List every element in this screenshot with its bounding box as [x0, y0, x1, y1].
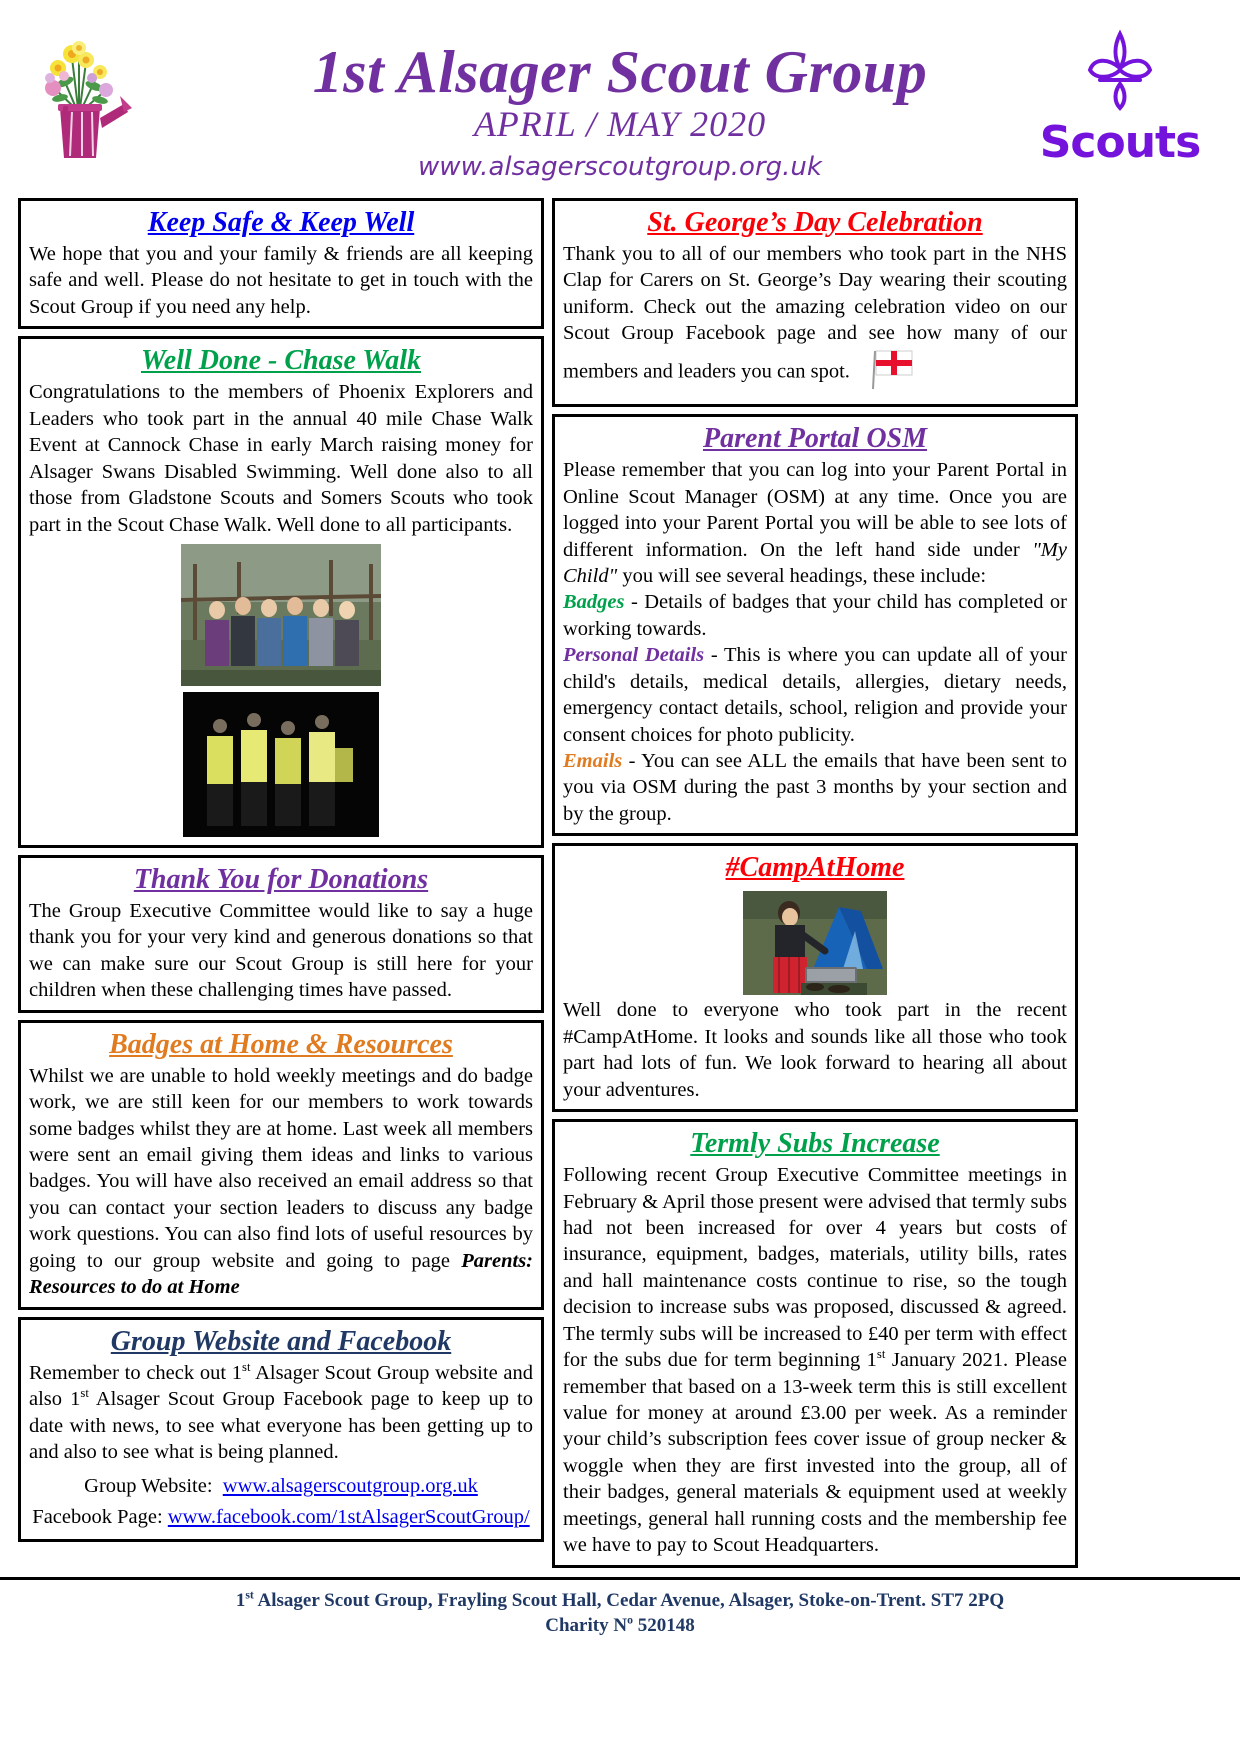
- night-photo-hi-vis-walkers: [183, 692, 379, 837]
- parent-portal-item: [563, 642, 1067, 748]
- facebook-label: Facebook Page:: [32, 1506, 163, 1529]
- section-heading-camp-at-home: #CampAtHome: [725, 852, 905, 884]
- badges-body-text: Whilst we are unable to hold weekly meetings and do badge work, we are still keen for our members to work towards some badges whilst they are at home. Last week all members were sent an email giving them ideas and links to various badges. You will have also received an email address so that you can contact your section leaders to discuss any badge work questions. You can also find lots of useful resources by going to our group website and going to page: [29, 1064, 533, 1272]
- section-heading-chase-walk: Well Done - Chase Walk: [140, 345, 421, 377]
- flowers-watering-can-graphic: [20, 18, 140, 168]
- section-termly-subs: [552, 1119, 1078, 1568]
- section-body-website-facebook: [29, 1360, 533, 1466]
- header-website-url: www.alsagerscoutgroup.org.uk: [418, 152, 822, 182]
- group-photo-walkers-outdoors: [181, 544, 381, 686]
- section-donations: [18, 855, 544, 1013]
- footer-address-text: Alsager Scout Group, Frayling Scout Hall, Cedar Avenue, Alsager, Stoke-on-Trent. ST7 2PQ: [253, 1589, 1005, 1611]
- st-george-text: Thank you to all of our members who took part in the NHS Clap for Carers on St. George’s Day wearing their scouting uniform. Check out the amazing celebration video on our Scout Group Facebook page and see how many of our members and leaders you can spot.: [563, 243, 1067, 383]
- wf-text-b: Alsager Scout Group website and also 1: [29, 1361, 533, 1411]
- section-body-camp-at-home: Well done to everyone who took part in the recent #CampAtHome. It looks and sounds like all those who took part had lots of fun. We look forward to hearing all about your adventures.: [563, 999, 1067, 1101]
- section-heading-termly-subs: Termly Subs Increase: [690, 1128, 940, 1160]
- st-george-flag-icon: [860, 347, 916, 398]
- section-heading-badges-at-home: Badges at Home & Resources: [109, 1028, 453, 1060]
- section-body-keep-safe: We hope that you and your family & friends are all keeping safe and well. Please do not hesitate to get in touch with the Scout Group if you need any help.: [29, 243, 533, 318]
- website-label: Group Website:: [84, 1475, 213, 1498]
- section-body-chase-walk: Congratulations to the members of Phoenix Explorers and Leaders who took part in the annual 40 mile Chase Walk Event at Cannock Chase in early March raising money for Alsager Swans Disabled Swimming. Well done also to all those from Gladstone Scouts and Somers Scouts who took part in the Scout Chase Walk. Well done to all participants.: [29, 381, 533, 536]
- scouts-logo: [1030, 28, 1210, 168]
- wf-text-c: Alsager Scout Group Facebook page to keep up to date with news, to see what everyone has been getting up to and also to see what is being planned.: [29, 1388, 533, 1463]
- section-parent-portal-osm: [552, 414, 1078, 836]
- section-body-termly-subs: [563, 1162, 1067, 1559]
- section-chase-walk: [18, 336, 544, 848]
- chase-walk-photos: [29, 544, 533, 837]
- pp-intro-b: you will see several headings, these include:: [617, 564, 987, 587]
- contact-links: [29, 1471, 533, 1533]
- page-title: 1st Alsager Scout Group: [312, 39, 928, 105]
- camp-at-home-photo-wrap: [563, 891, 1067, 995]
- pp-desc-emails: - You can see ALL the emails that have been sent to you via OSM during the past 3 months by your section and by the group.: [563, 750, 1067, 825]
- facebook-link-row: [29, 1502, 533, 1533]
- pp-desc-personal-details: - This is where you can update all of your child's details, medical details, allergies, dietary needs, emergency contact details, school, religion and provide your consent choices for photo publicity.: [563, 644, 1067, 746]
- parent-portal-item: [563, 748, 1067, 827]
- section-body-parent-portal-intro: [563, 457, 1067, 589]
- ordinal-suffix: o: [627, 1613, 633, 1627]
- right-column: [552, 198, 1078, 1568]
- charity-number-value: 520148: [632, 1615, 695, 1637]
- charity-label: Charity N: [545, 1615, 628, 1637]
- issue-date: APRIL / MAY 2020: [473, 104, 767, 144]
- group-website-link[interactable]: www.alsagerscoutgroup.org.uk: [222, 1475, 478, 1498]
- pp-term-personal-details: Personal Details: [563, 644, 705, 667]
- section-badges-at-home: [18, 1020, 544, 1310]
- footer-ordinal-number: 1: [235, 1589, 246, 1611]
- section-heading-st-georges-day: St. George’s Day Celebration: [647, 207, 983, 238]
- newsletter-columns: [0, 198, 1240, 1568]
- badges-emphasis-page-name: Parents: Resources to do at Home: [29, 1249, 533, 1299]
- ordinal-suffix: st: [876, 1347, 886, 1362]
- section-body-st-georges-day: [563, 241, 1067, 398]
- page-footer: [0, 1577, 1240, 1639]
- pp-term-badges: Badges: [563, 591, 625, 614]
- footer-charity-number: [0, 1613, 1240, 1639]
- section-heading-website-facebook: Group Website and Facebook: [110, 1325, 452, 1357]
- child-cooking-beside-blue-tent-photo: [743, 891, 887, 995]
- pp-desc-badges: - Details of badges that your child has completed or working towards.: [563, 591, 1067, 640]
- subs-text-b: January 2021. Please remember that based on a 13-week term this is still excellent value for money at around £3.00 per week. As a reminder your child’s subscription fees cover issue of group necker & woggle when they are first invested into the group, all of their badges, general materials & equipment used at weekly meetings, general hall running costs and the membership fee we have to pay to Scout Headquarters.: [563, 1349, 1068, 1557]
- section-keep-safe: [18, 198, 544, 329]
- ordinal-suffix: st: [245, 1588, 254, 1602]
- section-heading-donations: Thank You for Donations: [133, 863, 429, 895]
- masthead: [0, 0, 1240, 198]
- section-body-badges-at-home: [29, 1063, 533, 1301]
- section-st-georges-day: [552, 198, 1078, 407]
- left-column: [18, 198, 544, 1542]
- website-link-row: [29, 1471, 533, 1502]
- ordinal-suffix: st: [242, 1359, 251, 1374]
- ordinal-suffix: st: [80, 1386, 89, 1401]
- subs-text-a: Following recent Group Executive Committee meetings in February & April those present were advised that termly subs had not been increased for over 4 years but costs of insurance, equipment, badges, materials, utility bills, rates and hall maintenance costs continue to rise, so the tough decision to increase subs was proposed, discussed & agreed. The termly subs will be increased to £40 per term with effect for the subs due for term beginning 1: [563, 1164, 1067, 1372]
- scouts-wordmark: Scouts: [1039, 117, 1201, 168]
- wf-text-a: Remember to check out 1: [29, 1361, 242, 1384]
- section-camp-at-home: [552, 843, 1078, 1112]
- facebook-page-link[interactable]: www.facebook.com/1stAlsagerScoutGroup/: [167, 1506, 530, 1529]
- pp-my-child-label: "My Child": [563, 538, 1067, 587]
- parent-portal-item: [563, 589, 1067, 642]
- pp-intro-a: Please remember that you can log into your Parent Portal in Online Scout Manager (OSM) at any time. Once you are logged into your Parent Portal you will be able to see lots of different information. On the left hand side under: [563, 459, 1067, 561]
- fleur-de-lis-icon: [1070, 28, 1170, 114]
- footer-address: [0, 1588, 1240, 1614]
- section-heading-parent-portal: Parent Portal OSM: [702, 423, 928, 455]
- pp-term-emails: Emails: [563, 750, 623, 772]
- section-heading-keep-safe: Keep Safe & Keep Well: [147, 207, 415, 238]
- section-body-donations: The Group Executive Committee would like to say a huge thank you for your very kind and generous donations so that we can make sure our Scout Group is still here for your children when these challenging times have passed.: [29, 899, 533, 1002]
- section-website-facebook: [18, 1317, 544, 1542]
